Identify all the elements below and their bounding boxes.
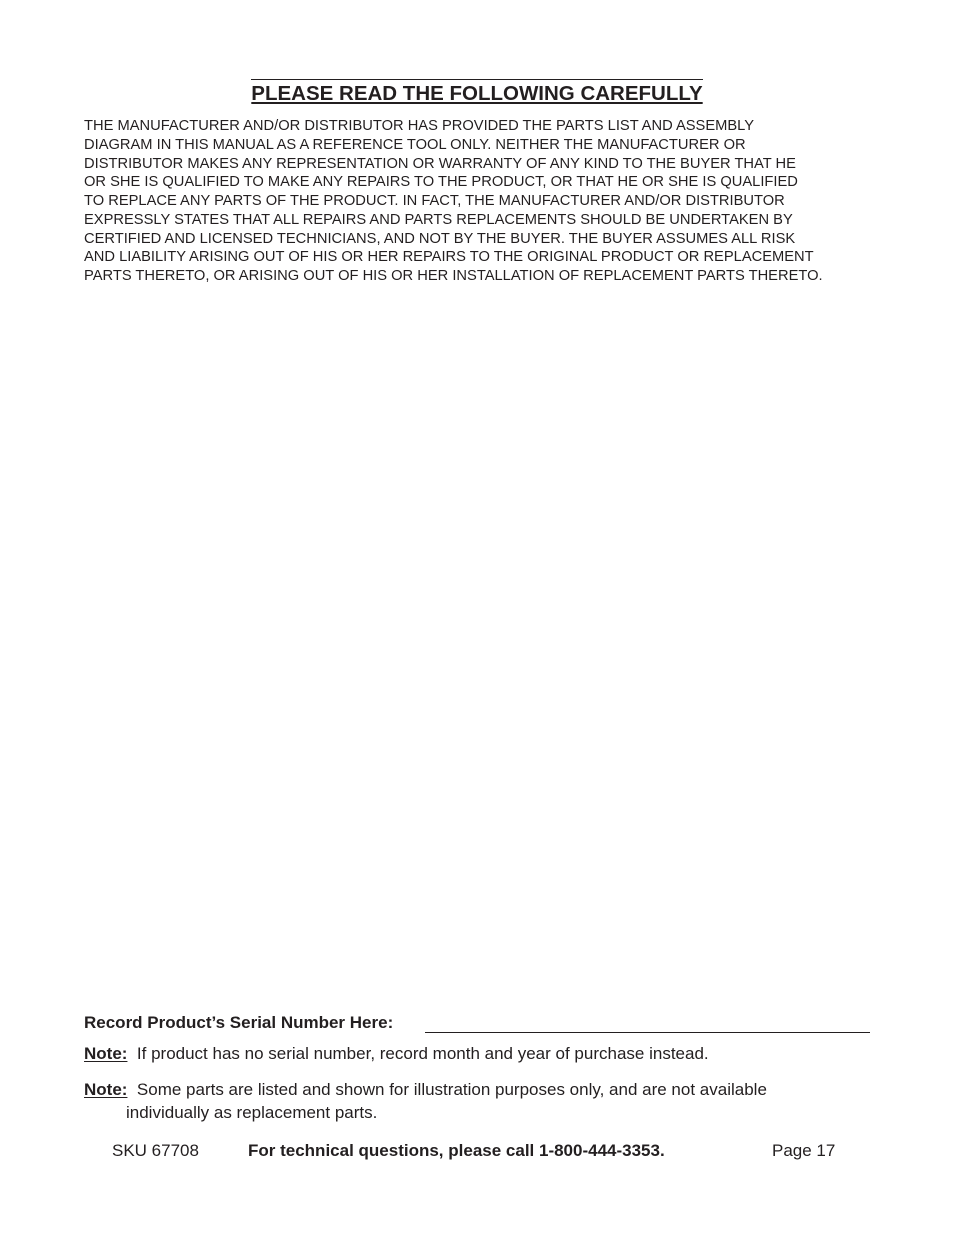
note-parts bbox=[84, 1078, 864, 1124]
footer-sku: SKU 67708 bbox=[112, 1141, 199, 1160]
note-label: Note: bbox=[84, 1080, 128, 1099]
serial-number-label: Record Product’s Serial Number Here: bbox=[84, 1013, 394, 1032]
note-text: Some parts are listed and shown for illustration purposes only, and are not available bbox=[136, 1080, 767, 1099]
disclaimer-line: TO REPLACE ANY PARTS OF THE PRODUCT. IN FACT, THE MANUFACTURER AND/OR DISTRIBUTOR bbox=[84, 193, 785, 209]
disclaimer-line: CERTIFIED AND LICENSED TECHNICIANS, AND NOT BY THE BUYER. THE BUYER ASSUMES ALL RISK bbox=[84, 230, 796, 247]
disclaimer-line: DIAGRAM IN THIS MANUAL AS A REFERENCE TOOL ONLY. NEITHER THE MANUFACTURER OR bbox=[84, 136, 746, 153]
disclaimer-line: AND LIABILITY ARISING OUT OF HIS OR HER REPAIRS TO THE ORIGINAL PRODUCT OR REPLACEMENT bbox=[84, 249, 814, 266]
disclaimer-line: OR SHE IS QUALIFIED TO MAKE ANY REPAIRS TO THE PRODUCT, OR THAT HE OR SHE IS QUALIFIED bbox=[84, 174, 798, 191]
disclaimer-line: DISTRIBUTOR MAKES ANY REPRESENTATION OR WARRANTY OF ANY KIND TO THE BUYER THAT HE bbox=[84, 155, 796, 172]
page-footer bbox=[0, 1139, 954, 1163]
note-continuation: individually as replacement parts. bbox=[126, 1103, 378, 1122]
note-text: If product has no serial number, record month and year of purchase instead. bbox=[136, 1044, 709, 1063]
footer-tech-support: For technical questions, please call 1-800-444-3353. bbox=[248, 1141, 665, 1160]
serial-number-line bbox=[425, 1032, 870, 1033]
disclaimer-line: THE MANUFACTURER AND/OR DISTRIBUTOR HAS PROVIDED THE PARTS LIST AND ASSEMBLY bbox=[84, 118, 755, 134]
page-heading: PLEASE READ THE FOLLOWING CAREFULLY bbox=[251, 79, 702, 106]
serial-number-row bbox=[84, 1013, 870, 1035]
disclaimer-line: EXPRESSLY STATES THAT ALL REPAIRS AND PARTS REPLACEMENTS SHOULD BE UNDERTAKEN BY bbox=[84, 211, 793, 228]
disclaimer-paragraph bbox=[84, 117, 884, 286]
footer-page-number: Page 17 bbox=[772, 1141, 836, 1160]
note-label: Note: bbox=[84, 1044, 128, 1063]
disclaimer-line: PARTS THERETO, OR ARISING OUT OF HIS OR HER INSTALLATION OF REPLACEMENT PARTS THERETO. bbox=[84, 268, 823, 284]
heading-container bbox=[0, 79, 954, 106]
note-serial bbox=[84, 1042, 709, 1065]
